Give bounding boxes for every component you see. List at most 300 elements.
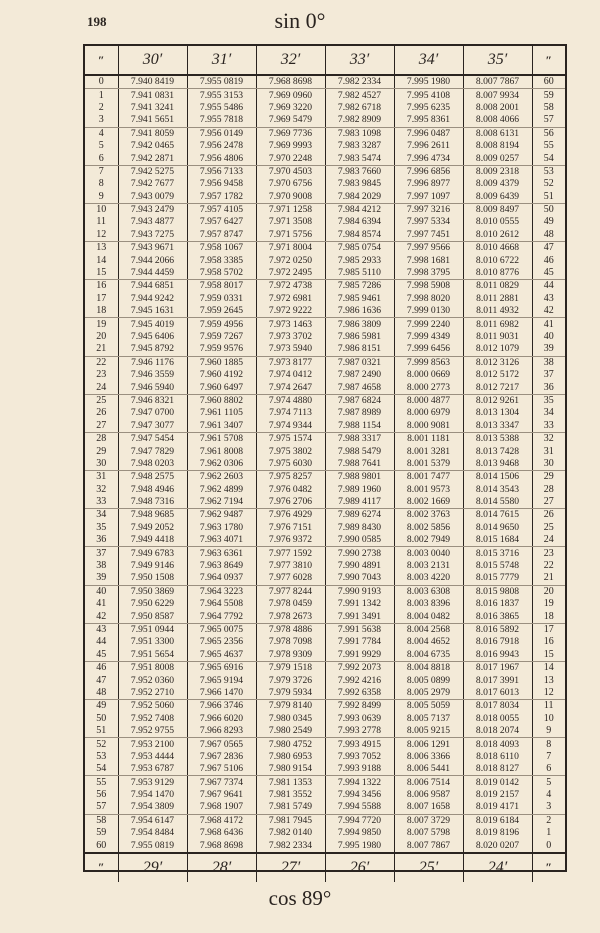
value-cell: 7.985 2933 bbox=[325, 254, 394, 266]
value-cell: 7.947 7829 bbox=[118, 445, 187, 457]
value-cell: 7.957 6427 bbox=[187, 216, 256, 228]
seconds-right-cell: 47 bbox=[543, 242, 554, 254]
value-cell: 7.994 7720 bbox=[325, 814, 394, 827]
value-cell: 7.982 6718 bbox=[325, 102, 394, 114]
table-row bbox=[85, 560, 565, 572]
value-cell: 7.978 2673 bbox=[256, 610, 325, 623]
seconds-right-cell: 49 bbox=[543, 216, 554, 228]
value-cell: 8.005 9215 bbox=[394, 725, 463, 738]
seconds-right-cell: 27 bbox=[532, 496, 565, 509]
table-row bbox=[85, 369, 565, 381]
value-cell: 7.965 6916 bbox=[187, 661, 256, 674]
seconds-left-cell: 33 bbox=[85, 496, 118, 509]
seconds-left-cell: 46 bbox=[85, 661, 118, 674]
column-footer: 27′ bbox=[256, 853, 325, 882]
value-cell: 8.009 2318 bbox=[463, 165, 532, 178]
seconds-right-cell: 57 bbox=[532, 114, 565, 127]
value-cell: 8.000 2773 bbox=[394, 381, 463, 394]
value-cell: 8.014 5580 bbox=[463, 496, 532, 509]
seconds-left-cell: 54 bbox=[85, 763, 118, 776]
value-cell: 7.988 1154 bbox=[325, 420, 394, 433]
value-cell: 7.969 0960 bbox=[256, 89, 325, 102]
value-cell: 8.015 5748 bbox=[463, 560, 532, 572]
value-cell: 7.979 5934 bbox=[256, 687, 325, 700]
value-cell: 7.981 5749 bbox=[256, 801, 325, 814]
seconds-left-cell: 31 bbox=[85, 471, 118, 484]
value-cell: 7.953 9129 bbox=[118, 776, 187, 789]
value-cell: 7.998 1681 bbox=[394, 254, 463, 266]
seconds-left-cell: 43 bbox=[85, 623, 118, 636]
seconds-left-cell: 15 bbox=[85, 267, 118, 280]
seconds-left-cell: 27 bbox=[85, 420, 118, 433]
table-row bbox=[85, 293, 565, 305]
column-footer: 28′ bbox=[187, 853, 256, 882]
seconds-right-cell: 33 bbox=[532, 420, 565, 433]
value-cell: 7.959 4956 bbox=[187, 318, 256, 331]
value-cell: 7.978 4886 bbox=[256, 623, 325, 636]
value-cell: 7.975 1574 bbox=[256, 432, 325, 445]
value-cell: 8.010 0555 bbox=[463, 216, 532, 228]
seconds-left-cell: 23 bbox=[85, 369, 118, 381]
seconds-left-cell: 58 bbox=[85, 814, 118, 827]
value-cell: 7.970 6756 bbox=[256, 178, 325, 190]
value-cell: 8.006 1291 bbox=[394, 738, 463, 751]
value-cell: 7.943 2479 bbox=[118, 203, 187, 216]
value-cell: 7.973 5940 bbox=[256, 343, 325, 356]
value-cell: 7.972 4738 bbox=[256, 280, 325, 293]
seconds-left-cell: 49 bbox=[85, 700, 118, 713]
seconds-right-cell: 9 bbox=[532, 725, 565, 738]
seconds-left-cell: 16 bbox=[85, 280, 118, 293]
value-cell: 7.958 5702 bbox=[187, 267, 256, 280]
seconds-left-cell: 44 bbox=[85, 636, 118, 648]
value-cell: 8.019 2157 bbox=[463, 789, 532, 801]
page-number: 198 bbox=[87, 14, 107, 29]
table-body bbox=[85, 75, 565, 853]
table-row bbox=[85, 229, 565, 242]
value-cell: 7.954 3809 bbox=[118, 801, 187, 814]
table-row bbox=[85, 331, 565, 343]
table-row bbox=[85, 216, 565, 228]
value-cell: 7.987 4658 bbox=[325, 381, 394, 394]
seconds-left-cell: 5 bbox=[85, 140, 118, 152]
value-cell: 8.002 5856 bbox=[394, 522, 463, 534]
value-cell: 7.952 9755 bbox=[118, 725, 187, 738]
value-cell: 7.944 2066 bbox=[118, 254, 187, 266]
table-row bbox=[85, 318, 565, 331]
table-row bbox=[85, 152, 565, 165]
seconds-left-cell: 3 bbox=[85, 114, 118, 127]
seconds-left-cell: 60 bbox=[85, 839, 118, 852]
seconds-left-cell: 2 bbox=[85, 102, 118, 114]
seconds-right-cell: 4 bbox=[546, 789, 552, 801]
value-cell: 7.987 0321 bbox=[325, 356, 394, 369]
log-sine-table bbox=[83, 44, 567, 876]
value-cell: 7.991 1342 bbox=[325, 598, 394, 610]
value-cell: 7.964 0937 bbox=[187, 572, 256, 585]
value-cell: 7.945 4019 bbox=[118, 318, 187, 331]
page-footer-title: cos 89° bbox=[268, 886, 332, 910]
seconds-right-cell: 44 bbox=[543, 280, 554, 292]
table-row bbox=[85, 649, 565, 662]
table-row bbox=[85, 280, 565, 293]
seconds-right-cell: 37 bbox=[543, 369, 554, 381]
page-title: sin 0° bbox=[274, 8, 326, 33]
value-cell: 8.016 9943 bbox=[463, 649, 532, 662]
seconds-right-cell: 50 bbox=[543, 204, 554, 216]
table-row bbox=[85, 801, 565, 814]
value-cell: 7.997 5334 bbox=[394, 216, 463, 228]
value-cell: 7.985 5110 bbox=[325, 267, 394, 280]
value-cell: 7.999 8563 bbox=[394, 356, 463, 369]
value-cell: 8.007 5798 bbox=[394, 827, 463, 839]
seconds-left-cell: 35 bbox=[85, 522, 118, 534]
value-cell: 7.993 2778 bbox=[325, 725, 394, 738]
value-cell: 7.953 2100 bbox=[118, 738, 187, 751]
value-cell: 7.978 7098 bbox=[256, 636, 325, 648]
value-cell: 8.005 5059 bbox=[394, 700, 463, 713]
value-cell: 7.946 5940 bbox=[118, 381, 187, 394]
value-cell: 7.972 0250 bbox=[256, 254, 325, 266]
value-cell: 7.949 6783 bbox=[118, 547, 187, 560]
seconds-right-cell: 36 bbox=[532, 381, 565, 394]
value-cell: 8.011 4932 bbox=[463, 305, 532, 318]
value-cell: 7.978 0459 bbox=[256, 598, 325, 610]
value-cell: 8.005 2979 bbox=[394, 687, 463, 700]
value-cell: 7.983 3287 bbox=[325, 140, 394, 152]
value-cell: 7.982 8909 bbox=[325, 114, 394, 127]
value-cell: 7.985 9461 bbox=[325, 293, 394, 305]
seconds-left-cell: 53 bbox=[85, 751, 118, 763]
value-cell: 7.969 7736 bbox=[256, 127, 325, 140]
seconds-right-cell: 60 bbox=[532, 75, 565, 89]
value-cell: 8.006 7514 bbox=[394, 776, 463, 789]
value-cell: 7.987 2490 bbox=[325, 369, 394, 381]
table-row bbox=[85, 534, 565, 547]
seconds-right-cell: 11 bbox=[543, 700, 554, 712]
value-cell: 7.988 9801 bbox=[325, 471, 394, 484]
value-cell: 7.970 4503 bbox=[256, 165, 325, 178]
value-cell: 7.984 4212 bbox=[325, 203, 394, 216]
value-cell: 7.956 7133 bbox=[187, 165, 256, 178]
value-cell: 7.950 8587 bbox=[118, 610, 187, 623]
table-row bbox=[85, 496, 565, 509]
value-cell: 8.015 9808 bbox=[463, 585, 532, 598]
header-row bbox=[85, 46, 565, 75]
value-cell: 8.014 3543 bbox=[463, 484, 532, 496]
value-cell: 7.966 1470 bbox=[187, 687, 256, 700]
value-cell: 8.008 2001 bbox=[463, 102, 532, 114]
table-row bbox=[85, 751, 565, 763]
value-cell: 7.967 9641 bbox=[187, 789, 256, 801]
seconds-right-cell: 5 bbox=[546, 776, 552, 788]
value-cell: 7.971 1258 bbox=[256, 203, 325, 216]
table-row bbox=[85, 203, 565, 216]
value-cell: 7.955 7818 bbox=[187, 114, 256, 127]
seconds-right-cell: 34 bbox=[543, 407, 554, 419]
value-cell: 8.009 0257 bbox=[463, 152, 532, 165]
value-cell: 7.946 1176 bbox=[118, 356, 187, 369]
table-row bbox=[85, 623, 565, 636]
value-cell: 8.012 3126 bbox=[463, 356, 532, 369]
value-cell: 7.950 6229 bbox=[118, 598, 187, 610]
seconds-right-cell: 2 bbox=[546, 814, 552, 826]
value-cell: 8.011 2881 bbox=[463, 293, 532, 305]
value-cell: 7.988 5479 bbox=[325, 445, 394, 457]
value-cell: 8.009 6439 bbox=[463, 191, 532, 204]
value-cell: 7.951 8008 bbox=[118, 661, 187, 674]
column-header: 32′ bbox=[256, 46, 325, 75]
table-row bbox=[85, 75, 565, 89]
table-row bbox=[85, 725, 565, 738]
value-cell: 7.965 0075 bbox=[187, 623, 256, 636]
seconds-left-cell: 34 bbox=[85, 509, 118, 522]
seconds-footer-right: ″ bbox=[532, 853, 565, 882]
value-cell: 8.001 7477 bbox=[394, 471, 463, 484]
value-cell: 7.998 5908 bbox=[394, 280, 463, 293]
value-cell: 8.004 2568 bbox=[394, 623, 463, 636]
value-cell: 7.959 7267 bbox=[187, 331, 256, 343]
value-cell: 7.963 6361 bbox=[187, 547, 256, 560]
table-row bbox=[85, 789, 565, 801]
table-row bbox=[85, 89, 565, 102]
value-cell: 8.003 0040 bbox=[394, 547, 463, 560]
value-cell: 7.974 9344 bbox=[256, 420, 325, 433]
value-cell: 8.003 8396 bbox=[394, 598, 463, 610]
seconds-right-cell: 16 bbox=[543, 636, 554, 648]
value-cell: 7.975 8257 bbox=[256, 471, 325, 484]
table-row bbox=[85, 114, 565, 127]
table-grid bbox=[85, 46, 565, 882]
value-cell: 7.996 8977 bbox=[394, 178, 463, 190]
value-cell: 7.988 7641 bbox=[325, 458, 394, 471]
value-cell: 7.971 5756 bbox=[256, 229, 325, 242]
value-cell: 8.019 8196 bbox=[463, 827, 532, 839]
value-cell: 7.979 3726 bbox=[256, 674, 325, 686]
value-cell: 7.982 4527 bbox=[325, 89, 394, 102]
seconds-right-cell: 28 bbox=[543, 483, 554, 495]
value-cell: 7.972 2495 bbox=[256, 267, 325, 280]
value-cell: 8.000 4877 bbox=[394, 394, 463, 407]
seconds-right-cell: 42 bbox=[532, 305, 565, 318]
seconds-left-cell: 4 bbox=[85, 127, 118, 140]
value-cell: 7.956 2478 bbox=[187, 140, 256, 152]
table-row bbox=[85, 381, 565, 394]
value-cell: 7.999 4349 bbox=[394, 331, 463, 343]
value-cell: 7.968 8698 bbox=[256, 75, 325, 89]
value-cell: 8.007 9934 bbox=[463, 89, 532, 102]
value-cell: 7.959 0331 bbox=[187, 293, 256, 305]
value-cell: 7.962 9487 bbox=[187, 509, 256, 522]
seconds-right-cell: 3 bbox=[532, 801, 565, 814]
value-cell: 7.983 5474 bbox=[325, 152, 394, 165]
value-cell: 7.965 9194 bbox=[187, 674, 256, 686]
table-row bbox=[85, 839, 565, 852]
seconds-left-cell: 56 bbox=[85, 789, 118, 801]
value-cell: 8.010 6722 bbox=[463, 254, 532, 266]
value-cell: 8.006 5441 bbox=[394, 763, 463, 776]
seconds-left-cell: 22 bbox=[85, 356, 118, 369]
value-cell: 8.013 5388 bbox=[463, 432, 532, 445]
seconds-right-cell: 0 bbox=[546, 839, 552, 851]
value-cell: 8.000 0669 bbox=[394, 369, 463, 381]
value-cell: 7.949 9146 bbox=[118, 560, 187, 572]
value-cell: 8.004 6735 bbox=[394, 649, 463, 662]
value-cell: 7.996 0487 bbox=[394, 127, 463, 140]
seconds-right-cell: 13 bbox=[543, 674, 554, 686]
seconds-right-cell: 19 bbox=[543, 598, 554, 610]
value-cell: 7.941 0831 bbox=[118, 89, 187, 102]
value-cell: 8.007 7867 bbox=[394, 839, 463, 852]
seconds-right-cell: 53 bbox=[543, 165, 554, 177]
value-cell: 8.015 1684 bbox=[463, 534, 532, 547]
value-cell: 8.009 8497 bbox=[463, 203, 532, 216]
column-footer: 29′ bbox=[118, 853, 187, 882]
seconds-left-cell: 21 bbox=[85, 343, 118, 356]
value-cell: 7.981 1353 bbox=[256, 776, 325, 789]
seconds-left-cell: 0 bbox=[85, 75, 118, 89]
value-cell: 7.994 9850 bbox=[325, 827, 394, 839]
value-cell: 7.951 3300 bbox=[118, 636, 187, 648]
seconds-right-cell: 8 bbox=[546, 738, 552, 750]
value-cell: 7.982 2334 bbox=[256, 839, 325, 852]
value-cell: 7.972 6981 bbox=[256, 293, 325, 305]
seconds-right-cell: 25 bbox=[543, 521, 554, 533]
value-cell: 7.944 9242 bbox=[118, 293, 187, 305]
table-row bbox=[85, 267, 565, 280]
value-cell: 7.955 3153 bbox=[187, 89, 256, 102]
value-cell: 8.017 8034 bbox=[463, 700, 532, 713]
value-cell: 7.942 5275 bbox=[118, 165, 187, 178]
value-cell: 7.980 6953 bbox=[256, 751, 325, 763]
value-cell: 7.976 4929 bbox=[256, 509, 325, 522]
seconds-left-cell: 47 bbox=[85, 674, 118, 686]
value-cell: 8.006 9587 bbox=[394, 789, 463, 801]
seconds-right-cell: 30 bbox=[532, 458, 565, 471]
value-cell: 8.002 7949 bbox=[394, 534, 463, 547]
seconds-right-cell: 38 bbox=[543, 356, 554, 368]
value-cell: 7.994 3456 bbox=[325, 789, 394, 801]
value-cell: 7.968 1907 bbox=[187, 801, 256, 814]
column-header: 34′ bbox=[394, 46, 463, 75]
seconds-right-cell: 48 bbox=[532, 229, 565, 242]
value-cell: 8.007 1658 bbox=[394, 801, 463, 814]
value-cell: 8.001 3281 bbox=[394, 445, 463, 457]
value-cell: 7.953 6787 bbox=[118, 763, 187, 776]
seconds-left-cell: 37 bbox=[85, 547, 118, 560]
value-cell: 7.954 8484 bbox=[118, 827, 187, 839]
value-cell: 8.007 7867 bbox=[463, 75, 532, 89]
seconds-right-cell: 1 bbox=[546, 827, 552, 839]
value-cell: 7.995 1980 bbox=[394, 75, 463, 89]
value-cell: 7.962 2603 bbox=[187, 471, 256, 484]
value-cell: 7.997 1097 bbox=[394, 191, 463, 204]
value-cell: 7.991 3491 bbox=[325, 610, 394, 623]
value-cell: 7.990 2738 bbox=[325, 547, 394, 560]
seconds-right-cell: 24 bbox=[532, 534, 565, 547]
value-cell: 7.962 4899 bbox=[187, 484, 256, 496]
seconds-right-cell: 10 bbox=[543, 712, 554, 724]
value-cell: 7.975 6030 bbox=[256, 458, 325, 471]
value-cell: 7.971 8004 bbox=[256, 242, 325, 255]
value-cell: 8.018 6110 bbox=[463, 751, 532, 763]
seconds-header-left: ″ bbox=[85, 46, 118, 75]
seconds-right-cell: 22 bbox=[543, 560, 554, 572]
value-cell: 7.996 6856 bbox=[394, 165, 463, 178]
value-cell: 8.010 2612 bbox=[463, 229, 532, 242]
value-cell: 7.979 1518 bbox=[256, 661, 325, 674]
table-row bbox=[85, 585, 565, 598]
seconds-left-cell: 59 bbox=[85, 827, 118, 839]
table-row bbox=[85, 191, 565, 204]
value-cell: 8.018 0055 bbox=[463, 713, 532, 725]
seconds-right-cell: 17 bbox=[543, 623, 554, 635]
value-cell: 7.967 0565 bbox=[187, 738, 256, 751]
value-cell: 8.009 4379 bbox=[463, 178, 532, 190]
value-cell: 7.948 2575 bbox=[118, 471, 187, 484]
seconds-right-cell: 58 bbox=[543, 101, 554, 113]
seconds-right-cell: 46 bbox=[543, 254, 554, 266]
value-cell: 7.950 3869 bbox=[118, 585, 187, 598]
value-cell: 7.965 2356 bbox=[187, 636, 256, 648]
value-cell: 8.016 7918 bbox=[463, 636, 532, 648]
value-cell: 8.013 3347 bbox=[463, 420, 532, 433]
value-cell: 7.940 8419 bbox=[118, 75, 187, 89]
column-header: 31′ bbox=[187, 46, 256, 75]
table-row bbox=[85, 484, 565, 496]
value-cell: 7.943 0079 bbox=[118, 191, 187, 204]
value-cell: 7.966 3746 bbox=[187, 700, 256, 713]
value-cell: 7.997 9566 bbox=[394, 242, 463, 255]
value-cell: 7.955 0819 bbox=[118, 839, 187, 852]
value-cell: 8.008 8194 bbox=[463, 140, 532, 152]
value-cell: 8.015 3716 bbox=[463, 547, 532, 560]
value-cell: 7.991 7784 bbox=[325, 636, 394, 648]
value-cell: 7.981 7945 bbox=[256, 814, 325, 827]
seconds-right-cell: 26 bbox=[543, 509, 554, 521]
seconds-left-cell: 8 bbox=[85, 178, 118, 190]
value-cell: 7.993 4915 bbox=[325, 738, 394, 751]
seconds-right-cell: 45 bbox=[532, 267, 565, 280]
value-cell: 7.953 4444 bbox=[118, 751, 187, 763]
table-row bbox=[85, 305, 565, 318]
value-cell: 7.957 8747 bbox=[187, 229, 256, 242]
seconds-right-cell: 32 bbox=[543, 433, 554, 445]
value-cell: 7.950 1508 bbox=[118, 572, 187, 585]
value-cell: 7.984 2029 bbox=[325, 191, 394, 204]
value-cell: 7.998 3795 bbox=[394, 267, 463, 280]
seconds-right-cell: 12 bbox=[532, 687, 565, 700]
value-cell: 7.986 8151 bbox=[325, 343, 394, 356]
value-cell: 7.993 0639 bbox=[325, 713, 394, 725]
value-cell: 7.977 8244 bbox=[256, 585, 325, 598]
seconds-left-cell: 32 bbox=[85, 484, 118, 496]
value-cell: 7.960 6497 bbox=[187, 381, 256, 394]
value-cell: 7.993 7052 bbox=[325, 751, 394, 763]
value-cell: 7.951 5654 bbox=[118, 649, 187, 662]
value-cell: 7.982 2334 bbox=[325, 75, 394, 89]
value-cell: 7.995 8361 bbox=[394, 114, 463, 127]
value-cell: 8.012 1079 bbox=[463, 343, 532, 356]
value-cell: 8.008 4066 bbox=[463, 114, 532, 127]
value-cell: 7.947 3077 bbox=[118, 420, 187, 433]
value-cell: 7.959 2645 bbox=[187, 305, 256, 318]
value-cell: 8.010 8776 bbox=[463, 267, 532, 280]
table-row bbox=[85, 572, 565, 585]
value-cell: 7.991 9929 bbox=[325, 649, 394, 662]
seconds-left-cell: 9 bbox=[85, 191, 118, 204]
seconds-right-cell: 56 bbox=[543, 127, 554, 139]
